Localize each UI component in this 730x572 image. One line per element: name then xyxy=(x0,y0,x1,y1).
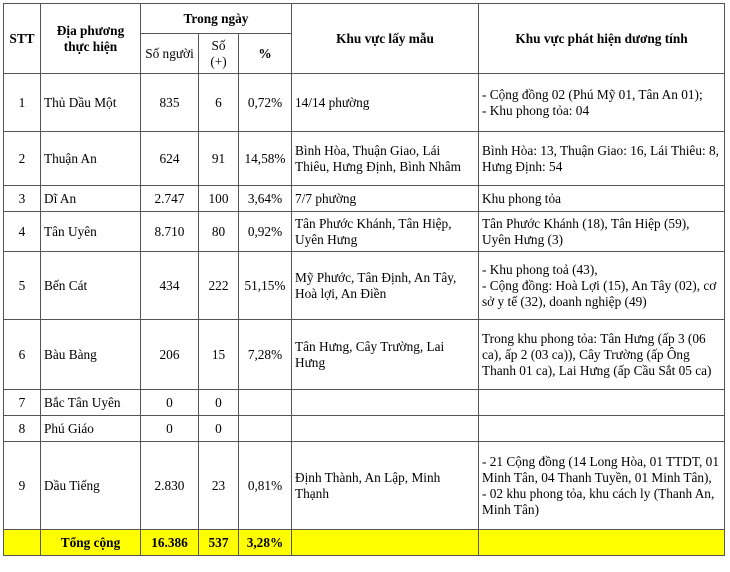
header-in-day: Trong ngày xyxy=(141,4,292,34)
cell-positive-area xyxy=(479,390,725,416)
cell-percent: 7,28% xyxy=(239,320,292,390)
cell-persons: 8.710 xyxy=(141,212,199,252)
cell-location: Bắc Tân Uyên xyxy=(41,390,141,416)
cell-location: Dầu Tiếng xyxy=(41,442,141,530)
table-row xyxy=(4,252,725,320)
cell-positive: 80 xyxy=(199,212,239,252)
cell-stt: 9 xyxy=(4,442,41,530)
cell-sampling-area: 14/14 phường xyxy=(292,74,479,132)
cell-stt: 8 xyxy=(4,416,41,442)
table-row xyxy=(4,320,725,390)
cell-location: Bến Cát xyxy=(41,252,141,320)
cell-positive: 0 xyxy=(199,416,239,442)
cell-stt: 4 xyxy=(4,212,41,252)
cell-persons: 2.830 xyxy=(141,442,199,530)
cell-percent: 0,92% xyxy=(239,212,292,252)
cell-sampling-area: Bình Hòa, Thuận Giao, Lái Thiêu, Hưng Định, Bình Nhâm xyxy=(292,132,479,186)
table-row xyxy=(4,442,725,530)
cell-sampling-area: Định Thành, An Lập, Minh Thạnh xyxy=(292,442,479,530)
cell-persons: 624 xyxy=(141,132,199,186)
cell-location: Dĩ An xyxy=(41,186,141,212)
cell-positive-area: - Cộng đồng 02 (Phú Mỹ 01, Tân An 01); - Khu phong tỏa: 04 xyxy=(479,74,725,132)
total-persons: 16.386 xyxy=(141,530,199,556)
table-row xyxy=(4,416,725,442)
header-stt: STT xyxy=(4,4,41,74)
cell-location: Bàu Bàng xyxy=(41,320,141,390)
cell-percent: 14,58% xyxy=(239,132,292,186)
cell-persons: 206 xyxy=(141,320,199,390)
total-sampling xyxy=(292,530,479,556)
cell-positive: 0 xyxy=(199,390,239,416)
cell-percent: 51,15% xyxy=(239,252,292,320)
cell-positive-area: Khu phong tỏa xyxy=(479,186,725,212)
cell-positive: 222 xyxy=(199,252,239,320)
cell-positive-area: Bình Hòa: 13, Thuận Giao: 16, Lái Thiêu: 8, Hưng Định: 54 xyxy=(479,132,725,186)
cell-stt: 1 xyxy=(4,74,41,132)
cell-stt: 7 xyxy=(4,390,41,416)
total-row xyxy=(4,530,725,556)
total-stt xyxy=(4,530,41,556)
header-positive: Số (+) xyxy=(199,34,239,74)
header-positive-area: Khu vực phát hiện dương tính xyxy=(479,4,725,74)
cell-positive-area xyxy=(479,416,725,442)
cell-persons: 835 xyxy=(141,74,199,132)
header-location: Địa phương thực hiện xyxy=(41,4,141,74)
cell-sampling-area: Mỹ Phước, Tân Định, An Tây, Hoà lợi, An Điền xyxy=(292,252,479,320)
cell-stt: 6 xyxy=(4,320,41,390)
table-row xyxy=(4,186,725,212)
total-label: Tổng cộng xyxy=(41,530,141,556)
cell-sampling-area xyxy=(292,416,479,442)
cell-stt: 5 xyxy=(4,252,41,320)
total-percent: 3,28% xyxy=(239,530,292,556)
cell-positive-area: Trong khu phong tỏa: Tân Hưng (ấp 3 (06 ca), ấp 2 (03 ca)), Cây Trường (ấp Ông Thanh 01 ca), Lai Hưng (ấp Cầu Sắt 05 ca) xyxy=(479,320,725,390)
total-positive: 537 xyxy=(199,530,239,556)
cell-percent: 0,72% xyxy=(239,74,292,132)
cell-percent xyxy=(239,416,292,442)
header-persons: Số người xyxy=(141,34,199,74)
covid-test-table xyxy=(3,3,725,556)
table-row xyxy=(4,212,725,252)
cell-positive: 91 xyxy=(199,132,239,186)
cell-location: Thủ Dầu Một xyxy=(41,74,141,132)
cell-positive: 6 xyxy=(199,74,239,132)
cell-percent xyxy=(239,390,292,416)
cell-persons: 0 xyxy=(141,416,199,442)
cell-stt: 3 xyxy=(4,186,41,212)
cell-positive: 100 xyxy=(199,186,239,212)
total-detected xyxy=(479,530,725,556)
cell-percent: 0,81% xyxy=(239,442,292,530)
header-percent: % xyxy=(239,34,292,74)
cell-percent: 3,64% xyxy=(239,186,292,212)
table-row xyxy=(4,74,725,132)
cell-sampling-area xyxy=(292,390,479,416)
cell-positive-area: Tân Phước Khánh (18), Tân Hiệp (59), Uyên Hưng (3) xyxy=(479,212,725,252)
cell-positive: 23 xyxy=(199,442,239,530)
cell-positive: 15 xyxy=(199,320,239,390)
cell-sampling-area: Tân Phước Khánh, Tân Hiệp, Uyên Hưng xyxy=(292,212,479,252)
table-row xyxy=(4,390,725,416)
cell-location: Tân Uyên xyxy=(41,212,141,252)
cell-sampling-area: 7/7 phường xyxy=(292,186,479,212)
cell-stt: 2 xyxy=(4,132,41,186)
cell-positive-area: - 21 Cộng đồng (14 Long Hòa, 01 TTDT, 01 Minh Tân, 04 Thanh Tuyền, 01 Minh Tân), - 02 khu phong tỏa, khu cách ly (Thanh An, Minh Tân) xyxy=(479,442,725,530)
cell-persons: 434 xyxy=(141,252,199,320)
cell-location: Phú Giáo xyxy=(41,416,141,442)
cell-positive-area: - Khu phong toả (43), - Cộng đồng: Hoà Lợi (15), An Tây (02), cơ sở y tế (32), doanh nghiệp (49) xyxy=(479,252,725,320)
table-row xyxy=(4,132,725,186)
cell-persons: 0 xyxy=(141,390,199,416)
cell-sampling-area: Tân Hưng, Cây Trường, Lai Hưng xyxy=(292,320,479,390)
cell-persons: 2.747 xyxy=(141,186,199,212)
header-sampling-area: Khu vực lấy mẫu xyxy=(292,4,479,74)
cell-location: Thuận An xyxy=(41,132,141,186)
